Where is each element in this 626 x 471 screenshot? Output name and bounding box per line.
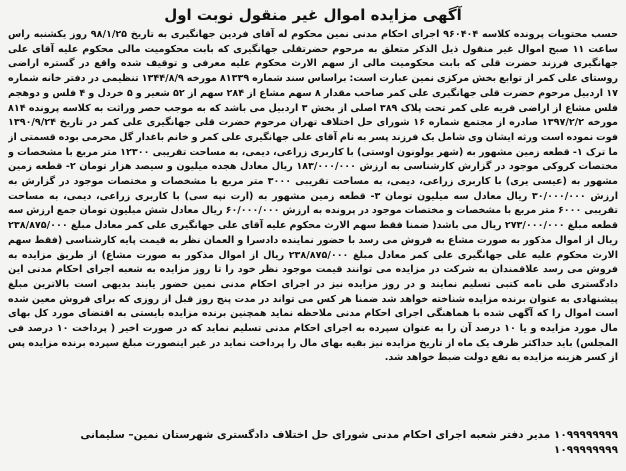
notice-signature: ۱۰۹۹۹۹۹۹۹۹ مدیر دفتر شعبه اجرای احکام مدنی شورای حل اختلاف دادگستری شهرستان نمین– سلیمانی bbox=[80, 429, 618, 441]
notice-code: ۱۰۹۹۹۹۹۹۹۹ bbox=[553, 444, 618, 456]
notice-body: حسب محتویات پرونده کلاسه ۹۶۰۴۰۴ اجرای احکام مدنی نمین محکوم له آقای فردین جهانگیری به تاریخ ۹۸/۱/۲۵ روز یکشنبه راس ساعت ۱۱ صبح اموال غیر منقول ذیل الذکر متعلق به مرحوم حضرتقلی جهانگیری که بابت محکومیت مالی محکوم علیه آقای علی جهانگیری فرزند حضرت قلی که بابت محکومیت مالی از سهم الارث محکوم علیه معرفی و توقیف شده واقع در گستره اراضی روستای علی کمر از توابع بخش مرکزی نمین عبارت است: براساس سند شماره ۸۱۳۳۹ مورخه ۱۳۴۴/۸/۹ تنظیمی در دفتر خانه شماره ۱۷ اردبیل مرحوم حضرت قلی جهانگیری علی کمر صاحب مقدار ۸ سهم مشاع از ۲۸۴ سهم از ۵۲ شعیر و ۵ خردل و ۴ فلس و دوهجم فلس مشاع از اراضی قریه علی کمر تحت پلاک ۳۸۹ اصلی از بخش ۳ اردبیل می باشد که به موجب حصر وراثت به کلاسه پرونده ۸۱۴ مورخه ۱۳۹۷/۲/۲ صادره از مجتمع شماره ۱۶ شورای حل اختلاف تهران مرحوم حضرت قلی جهانگیری علی کمر در تاریخ ۱۳۹۰/۹/۲۴ فوت نموده است ورثه ایشان وی شامل یک فرزند پسر به نام آقای علی جهانگیری علی کمر و خانم باغدار گل محرمی بوده قسمتی از ما ترک ۱- قطعه زمین مشهور به (شهر یولونون اوستی) با کاربری زراعی، دیمی، به مساحت تقریبی ۱۲۳۰۰ متر مربع با مشخصات و مختصات کروکی موجود در گزارش کارشناسی به ارزش ۱۸۳/۰۰۰/۰۰۰ ریال معادل هجده میلیون و سیصد هزار تومان ۲- قطعه زمین مشهور به (عیسی یری) با کاربری زراعی، دیمی، به مساحت تقریبی ۳۰۰۰ متر مربع با مشخصات و مختصات موجود در گزارش به ارزش ۳۰/۰۰۰/۰۰۰ ریال معادل سه میلیون تومان ۳- قطعه زمین مشهور به (ارت نپه سی) با کاربری زراعی، دیمی، به مساحت تقریبی ۶۰۰۰ متر مربع با مشخصات و مختصات موجود در پرونده به ارزش ۶۰/۰۰۰/۰۰۰ ریال معادل شش میلیون تومان جمع ارزش سه قطعه مبلغ ۲۷۳/۰۰۰/۰۰۰ ریال می باشد( ضمنا فقط سهم الارث محکوم علیه آقای علی جهانگیری علی کمر معادل مبلغ ۲۳۸/۸۷۵/۰۰۰ ریال از اموال مذکور به صورت مشاع به فروش می رسد با حضور نماینده دادسرا و العمان نظر به قیمت پایه کارشناسی (فقط سهم الارث محکوم علیه علی جهانگیری علی کمر معادل مبلغ ۲۳۸/۸۷۵/۰۰۰ ریال از اموال مذکور به صورت مشاع) از طریق مزایده به فروش می رسد علاقمندان به شرکت در مزایده می توانند قیمت موجود نظر خود را تا روز مزایده به شعبه اجرای احکام مدنی این دادگستری طی نامه کتبی تسلیم نمایند و در روز مزایده نیز در اجرای احکام مدنی نمین حضور یابند بدیهی است بالاترین مبلغ پیشنهادی به عنوان برنده مزایده شناخته خواهد شد ضمنا هر کس می تواند در مدت پنج روز قبل از روزی که برای فروش معین شده است اموال را که آگهی شده با هماهنگی اجرای احکام مدنی ملاحظه نماید همچنین برنده مزایده بایستی به اقتضای مورد کل بهای مال مورد مزایده و یا ۱۰ درصد آن را به عنوان سپرده به اجرای احکام مدنی تسلیم نماید که در صورت اخیر ( پرداخت ۱۰ درصد فی المجلس) باید حداکثر ظرف یک ماه از تاریخ مزایده نیز بقیه بهای مال را پرداخت نماید در غیر اینصورت مبلغ سپرده برنده مزایده پس از کسر هزینه مزایده به نفع دولت ضبط خواهد شد. bbox=[8, 29, 618, 364]
notice-title: آگهی مزایده اموال غیر منقول نوبت اول bbox=[164, 6, 462, 24]
